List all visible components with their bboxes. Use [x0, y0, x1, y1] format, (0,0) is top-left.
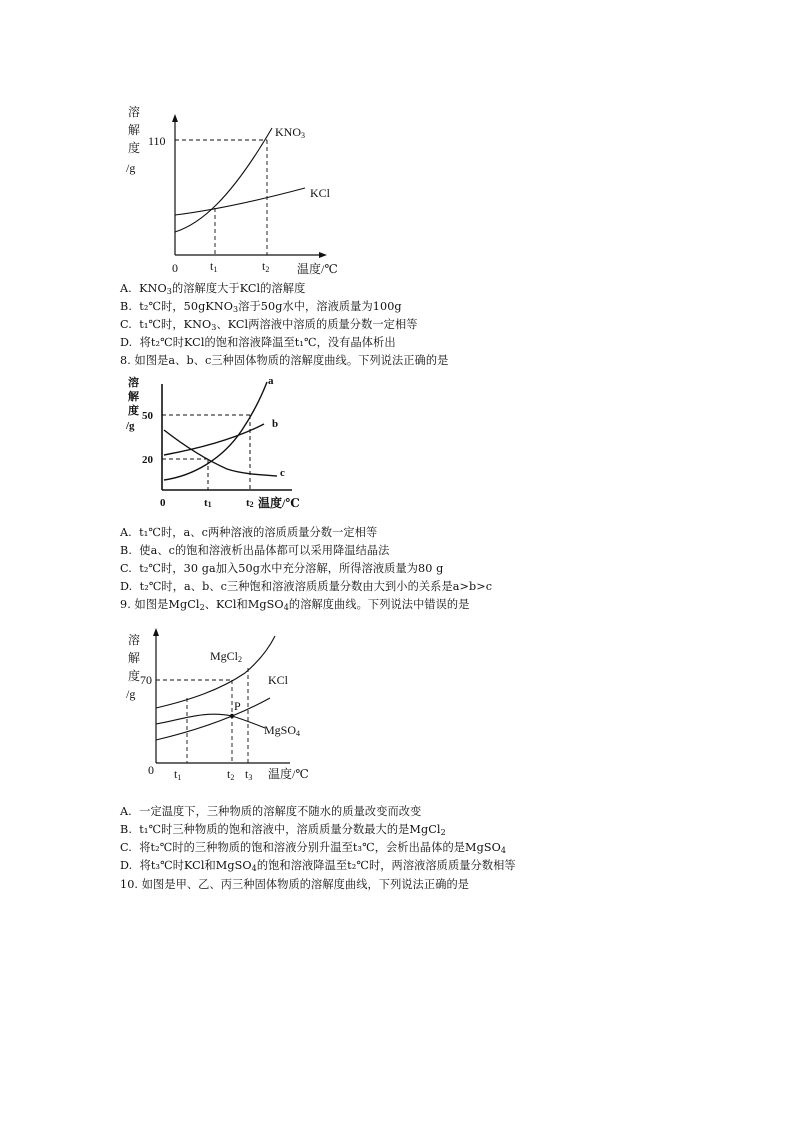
- q7-ylabel-4: /g: [126, 161, 136, 175]
- q7-kcl-curve: [175, 188, 305, 215]
- q9-label-kcl: KCl: [268, 673, 289, 687]
- q9-kcl-curve: [156, 698, 270, 740]
- q8-label-c: c: [280, 467, 285, 479]
- q7-x-arrow: [319, 252, 327, 258]
- q8-x-tick-t2: t2: [246, 497, 254, 509]
- q7-xlabel: 温度/℃: [297, 262, 338, 276]
- q8-curve-c: [164, 430, 277, 476]
- q7-x-tick-t2: t2: [262, 259, 270, 274]
- q9-option-b: B. t₁℃时三种物质的饱和溶液中，溶质质量分数最大的是MgCl$_2$: [120, 823, 446, 837]
- q8-label-b: b: [272, 418, 279, 430]
- q9-ylabel-3: 度: [128, 669, 141, 683]
- q8-ylabel-4: /g: [126, 420, 135, 432]
- q8-solubility-chart: [122, 372, 322, 520]
- q9-xlabel: 温度/℃: [268, 767, 309, 781]
- q9-ylabel-4: /g: [126, 687, 136, 701]
- q9-option-d: D. 将t₃℃时KCl和MgSO$_4$的饱和溶液降温至t₂℃时，两溶液溶质质量分数相等: [120, 859, 516, 873]
- q8-ylabel-2: 解: [128, 391, 139, 403]
- q9-x-tick-t1: t1: [174, 767, 182, 782]
- q8-ylabel-1: 溶: [128, 377, 139, 389]
- q8-origin: 0: [160, 497, 166, 509]
- q7-y-tick-110: 110: [148, 134, 166, 148]
- q7-ylabel-2: 解: [128, 123, 141, 137]
- q8-y-tick-50: 50: [142, 410, 153, 422]
- q8-x-tick-t1: t1: [204, 497, 212, 509]
- q8-option-c: C. t₂℃时，30 ga加入50g水中充分溶解，所得溶液质量为80 g: [120, 562, 444, 575]
- q7-solubility-chart: [120, 100, 360, 280]
- q9-option-a: A. 一定温度下，三种物质的溶解度不随水的质量改变而改变: [120, 805, 422, 818]
- q8-curve-b: [164, 424, 264, 455]
- q8-option-d: D. t₂℃时，a、b、c三种饱和溶液溶质质量分数由大到小的关系是a>b>c: [120, 580, 493, 593]
- q8-label-a: a: [268, 375, 274, 387]
- q9-y-arrow: [153, 628, 159, 636]
- q8-ylabel-3: 度: [128, 405, 139, 417]
- q7-ylabel-1: 溶: [128, 105, 141, 119]
- q7-label-kcl: KCl: [310, 186, 331, 200]
- q8-stem: 8. 如图是a、b、c三种固体物质的溶解度曲线。下列说法正确的是: [120, 354, 449, 367]
- q7-label-kno3: KNO3: [275, 125, 305, 140]
- q9-mgcl2-curve: [156, 636, 275, 708]
- q9-ylabel-2: 解: [128, 651, 141, 665]
- q7-x-tick-t1: t1: [210, 259, 218, 274]
- q8-xlabel: 温度/℃: [258, 496, 300, 510]
- q9-ylabel-1: 溶: [128, 633, 141, 647]
- q7-option-b: B. t₂℃时，50gKNO$_3$溶于50g水中，溶液质量为100g: [120, 300, 402, 314]
- q9-option-c: C. 将t₂℃时的三种物质的饱和溶液分别升温至t₃℃，会析出晶体的是MgSO$_4$: [120, 841, 507, 855]
- q9-origin: 0: [148, 763, 154, 777]
- q7-ylabel-3: 度: [128, 141, 141, 155]
- q8-option-a: A. t₁℃时，a、c两种溶液的溶质质量分数一定相等: [120, 526, 378, 539]
- q7-kno3-curve: [175, 128, 272, 232]
- q9-label-mgso4: MgSO4: [264, 723, 301, 738]
- q9-x-tick-t3: t3: [245, 767, 253, 782]
- q8-y-tick-20: 20: [142, 454, 153, 466]
- q9-x-tick-t2: t2: [227, 767, 235, 782]
- q7-option-d: D. 将t₂℃时KCl的饱和溶液降温至t₁℃，没有晶体析出: [120, 336, 396, 349]
- q9-point-label: P: [234, 699, 241, 713]
- q9-mgso4-curve: [156, 714, 265, 728]
- q7-option-c: C. t₁℃时，$KNO_3$、KCl两溶液中溶质的质量分数一定相等: [120, 318, 418, 332]
- q7-origin: 0: [172, 261, 178, 275]
- q9-stem: 9. 如图是MgCl$_2$、KCl和MgSO$_4$的溶解度曲线。下列说法中错误的是: [120, 598, 470, 612]
- q9-solubility-chart: [120, 628, 350, 788]
- q9-y-tick-70: 70: [140, 673, 152, 687]
- q10-stem: 10. 如图是甲、乙、丙三种固体物质的溶解度曲线，下列说法正确的是: [120, 878, 470, 891]
- q7-y-arrow: [172, 114, 178, 122]
- q8-option-b: B. 使a、c的饱和溶液析出晶体都可以采用降温结晶法: [120, 544, 390, 557]
- q9-label-mgcl2: MgCl2: [210, 649, 243, 664]
- q9-intersection-point: [230, 714, 234, 718]
- q7-option-a: A. $KNO_3$的溶解度大于KCl的溶解度: [120, 282, 306, 296]
- q8-curve-a: [164, 382, 267, 480]
